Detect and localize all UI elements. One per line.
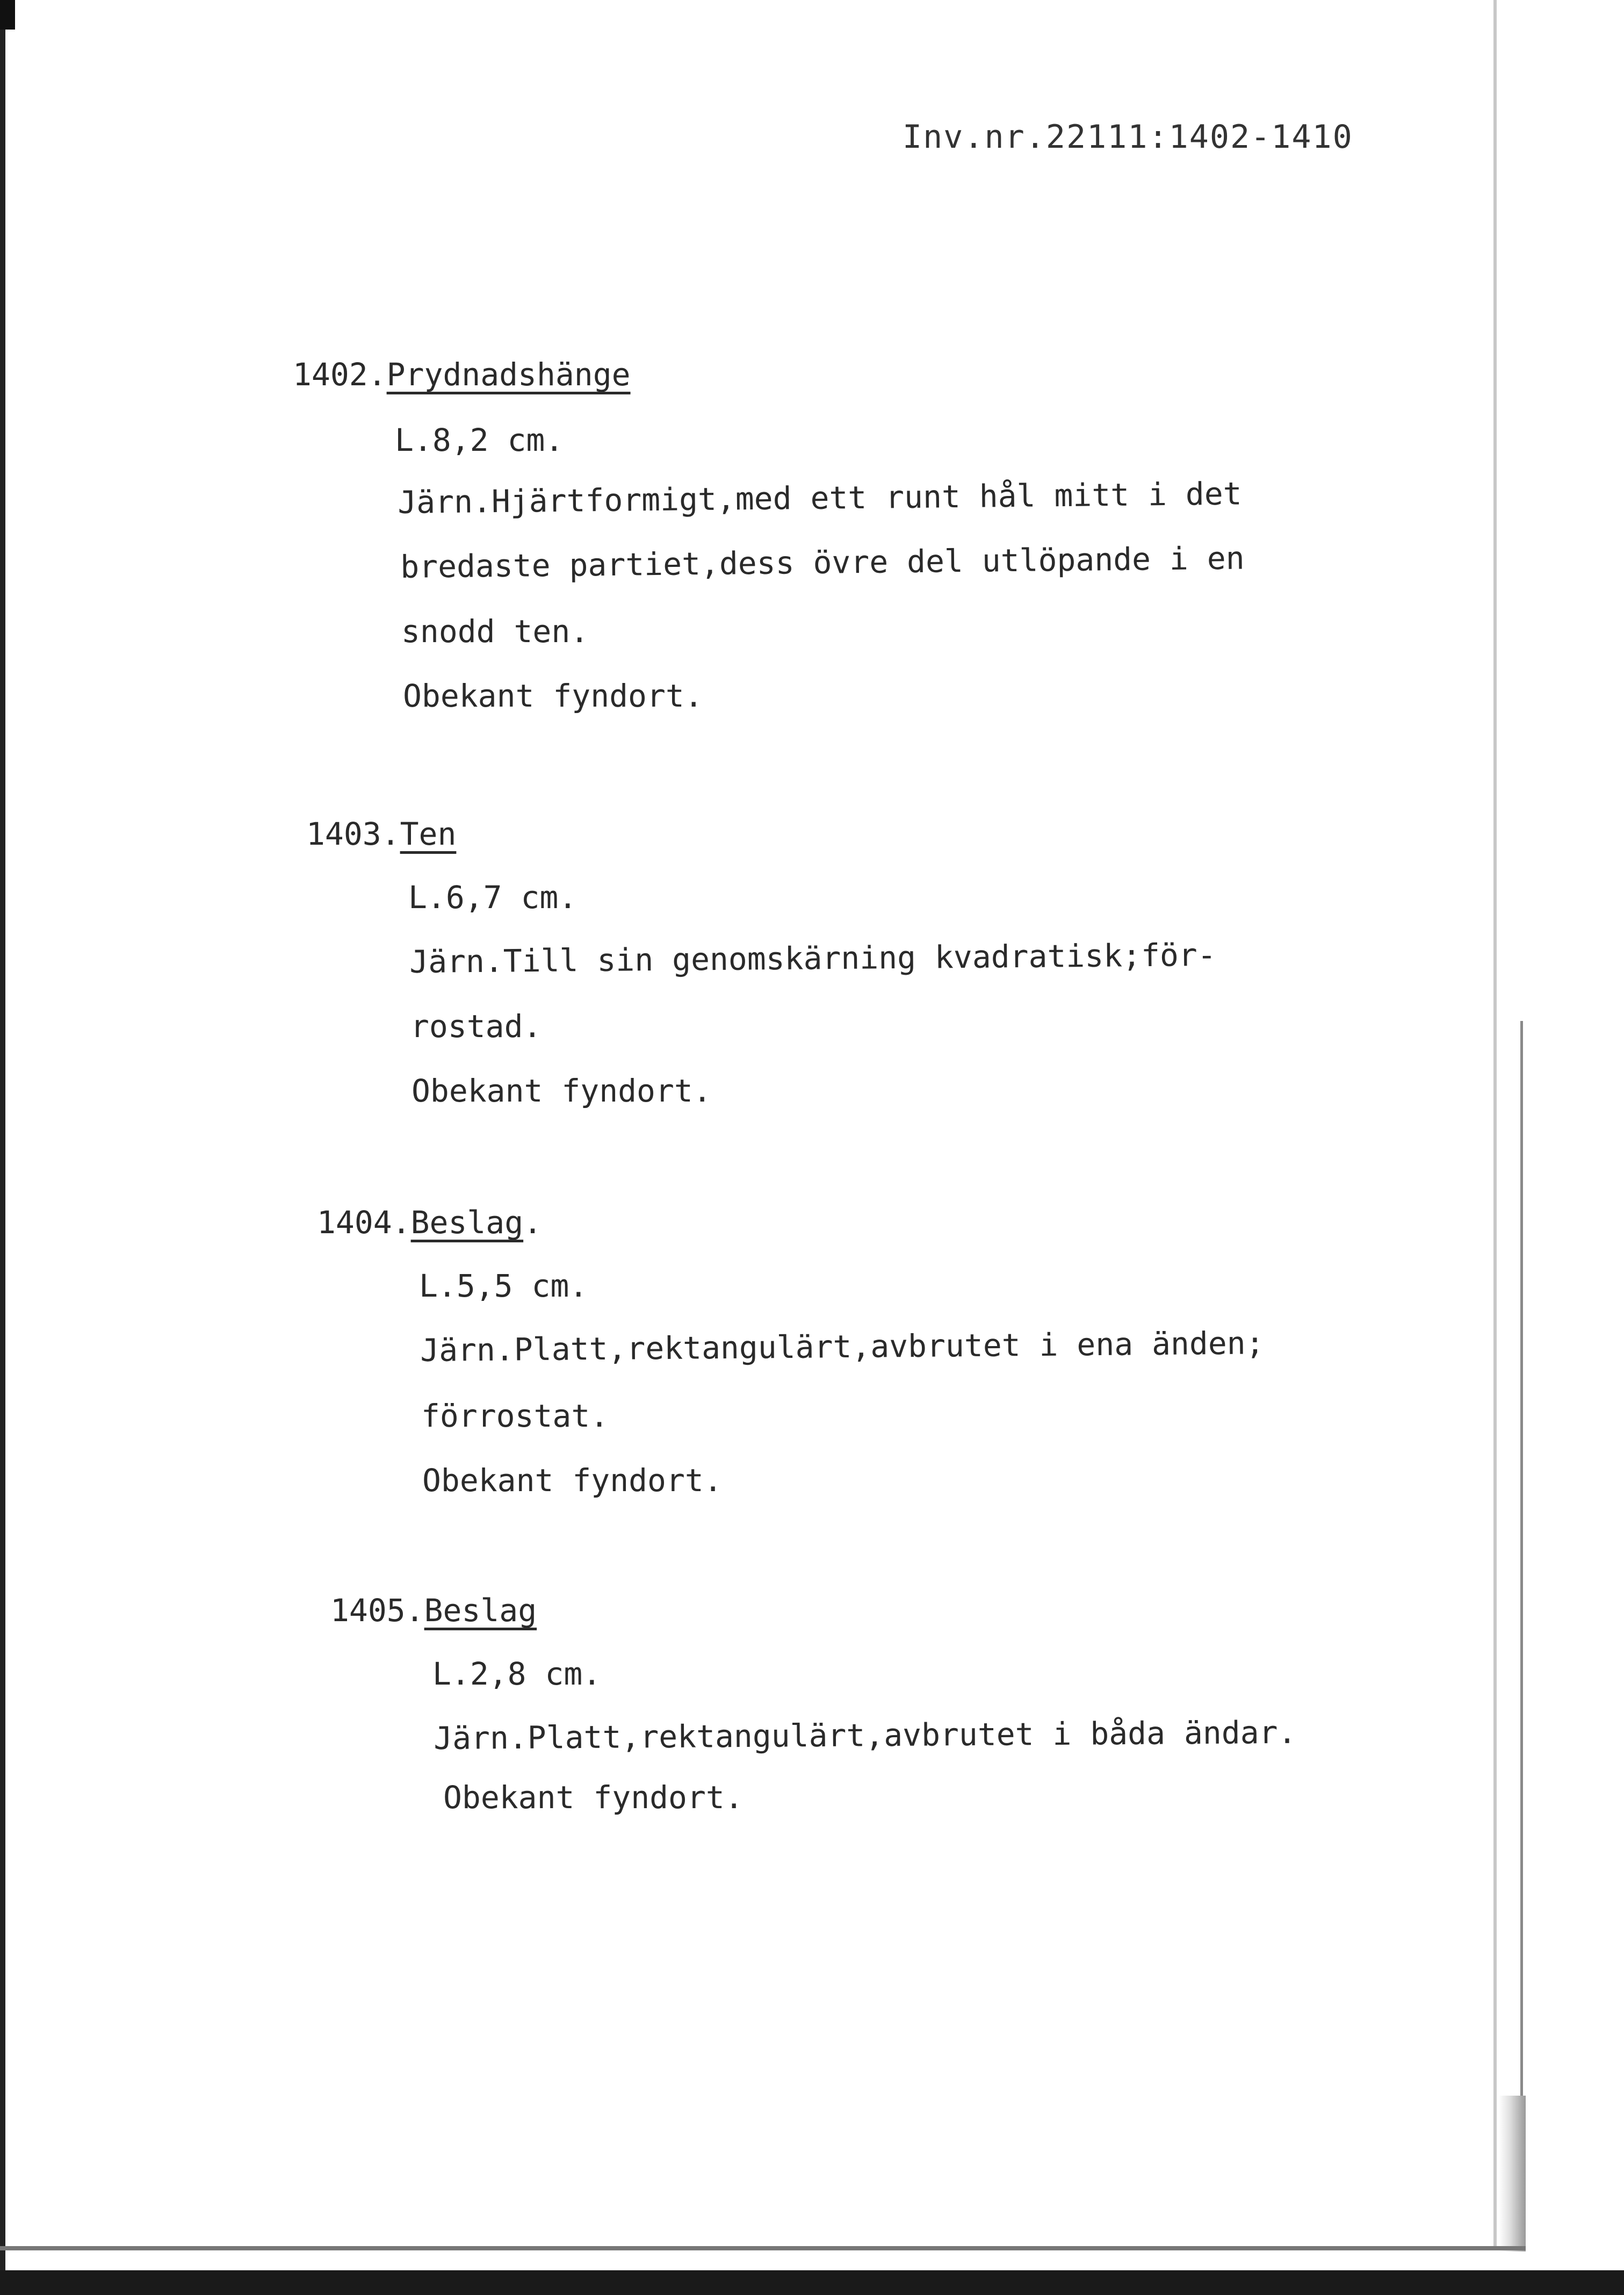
entry-heading	[317, 1204, 543, 1241]
inventory-number: Inv.nr.22111:1402-1410	[903, 118, 1353, 156]
entry-description-line: Järn.Platt,rektangulärt,avbrutet i båda ändar.	[433, 1714, 1297, 1757]
catalog-entry-1405	[330, 1592, 1297, 1816]
entry-number: 1405.	[330, 1592, 424, 1629]
entry-number: 1404.	[317, 1204, 411, 1241]
scan-page-edge	[1493, 0, 1497, 2246]
entry-title: Prydnadshänge	[386, 356, 631, 393]
catalog-entry-1403	[306, 816, 1217, 1109]
entry-findspot: Obekant fyndort.	[403, 678, 703, 714]
scan-left-edge	[0, 30, 5, 2295]
entry-number: 1402.	[293, 356, 387, 393]
entry-length: L.6,7 cm.	[408, 879, 578, 916]
catalog-entry-1402	[293, 356, 1245, 714]
entry-description-line: förrostat.	[421, 1398, 609, 1434]
scan-page-corner-shadow	[1499, 2096, 1526, 2251]
entry-description-line: bredaste partiet,dess övre del utlöpande i en	[400, 539, 1245, 585]
entry-title: Beslag	[410, 1204, 524, 1241]
entry-description-line: Järn.Platt,rektangulärt,avbrutet i ena änden;	[420, 1325, 1265, 1369]
entry-length: L.8,2 cm.	[395, 422, 564, 458]
entry-findspot: Obekant fyndort.	[422, 1462, 723, 1499]
entry-title: Ten	[400, 816, 457, 852]
entry-title: Beslag	[424, 1592, 537, 1629]
entry-description-line: Järn.Till sin genomskärning kvadratisk;för-	[409, 936, 1217, 980]
entry-heading	[293, 356, 631, 393]
entry-findspot: Obekant fyndort.	[443, 1779, 744, 1816]
scan-bottom-band	[0, 2270, 1624, 2295]
entry-description-line: rostad.	[410, 1008, 542, 1045]
entry-length: L.2,8 cm.	[432, 1656, 602, 1692]
entry-description-line: Järn.Hjärtformigt,med ett runt hål mitt i det	[397, 475, 1242, 521]
entry-description-line: snodd ten.	[401, 613, 589, 650]
entry-title-period: .	[523, 1204, 543, 1241]
catalog-entry-1404	[317, 1204, 1265, 1499]
scan-page-edge-shadow	[1520, 1021, 1523, 2251]
scan-bottom-line	[0, 2246, 1526, 2250]
entry-findspot: Obekant fyndort.	[412, 1073, 712, 1109]
entry-length: L.5,5 cm.	[419, 1268, 588, 1304]
entry-heading	[306, 818, 456, 850]
scan-corner-mark	[0, 0, 15, 30]
entry-heading	[330, 1592, 537, 1629]
entry-number: 1403.	[306, 816, 400, 852]
